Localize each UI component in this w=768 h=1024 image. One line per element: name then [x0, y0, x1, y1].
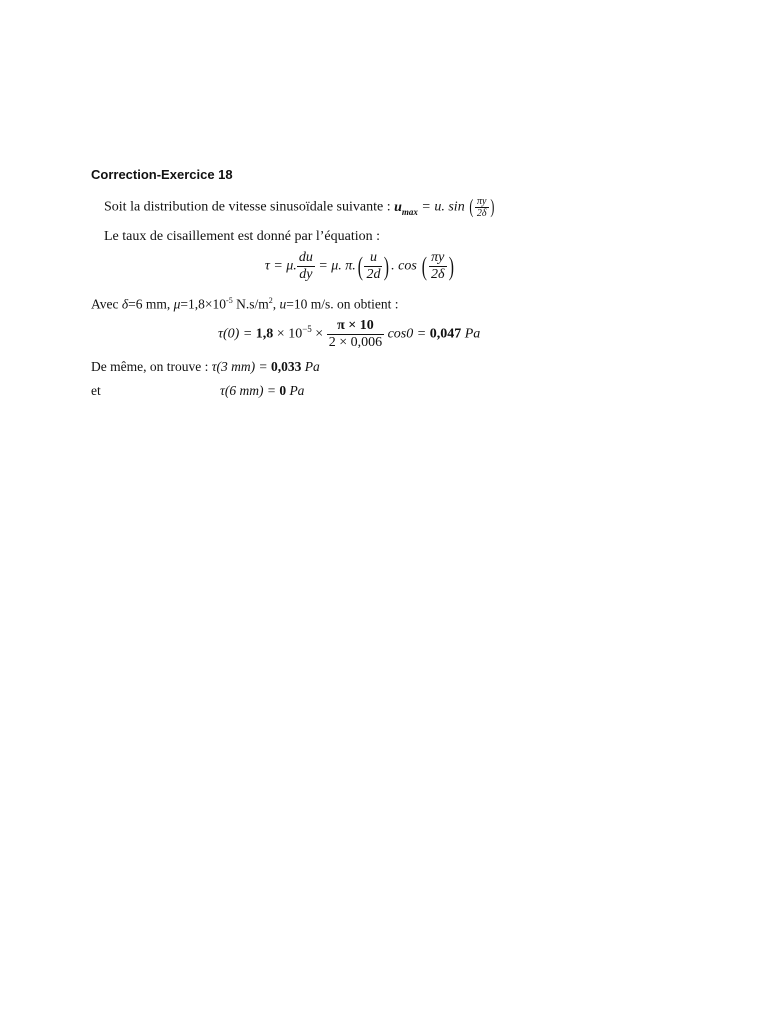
velocity-distribution-line: Soit la distribution de vitesse sinusoïdale suivante : $u_{max} = u$. sin ( $\frac{\pi y}{2\delta}$ ): [104, 196, 494, 219]
tau-6mm-label: et: [91, 383, 101, 398]
parameters-line: Avec δ=6 mm, $\mu=1,8\times 10^{-5}$ $N.s/m^2$, u=10 m/s. on obtient :: [91, 296, 399, 312]
page-title: Correction-Exercice 18: [91, 167, 233, 182]
du-dy-fraction: $\frac{du}{dy}$: [298, 250, 313, 282]
velocity-text: Soit la distribution de vitesse sinusoïdale suivante :: [104, 199, 395, 215]
velocity-fraction: $\frac{\pi y}{2\delta}$: [476, 196, 487, 219]
pi-ten-fraction: $\frac{\pi \times 10}{2 \times 0,006}$: [328, 318, 383, 350]
shear-rate-intro: Le taux de cisaillement est donné par l’équation :: [104, 229, 381, 244]
pi-y-fraction: $\frac{\pi y}{2\delta}$: [431, 250, 445, 282]
tau-6mm-line: τ(6 mm) = 0 Pa: [220, 383, 305, 398]
tau-3mm-line: De même, on trouve : τ(3 mm) = 0,033 Pa: [91, 359, 320, 374]
tau-zero-equation: $\tau(0) = 1,8 \times 10^{-5}$ × $\frac{\pi \times 10}{2 \times 0,006}$ cos0 = 0,047 Pa: [218, 318, 481, 350]
velocity-rhs: = u. sin: [421, 199, 465, 215]
velocity-lhs: $u_{max}$: [394, 199, 418, 217]
shear-equation: τ = μ. $\frac{du}{dy}$ = μ. π.( $\frac{u}{2d}$ ) . cos ( $\frac{\pi y}{2\delta}$ ): [264, 250, 454, 282]
u-2d-fraction: $\frac{u}{2d}$: [366, 250, 381, 282]
